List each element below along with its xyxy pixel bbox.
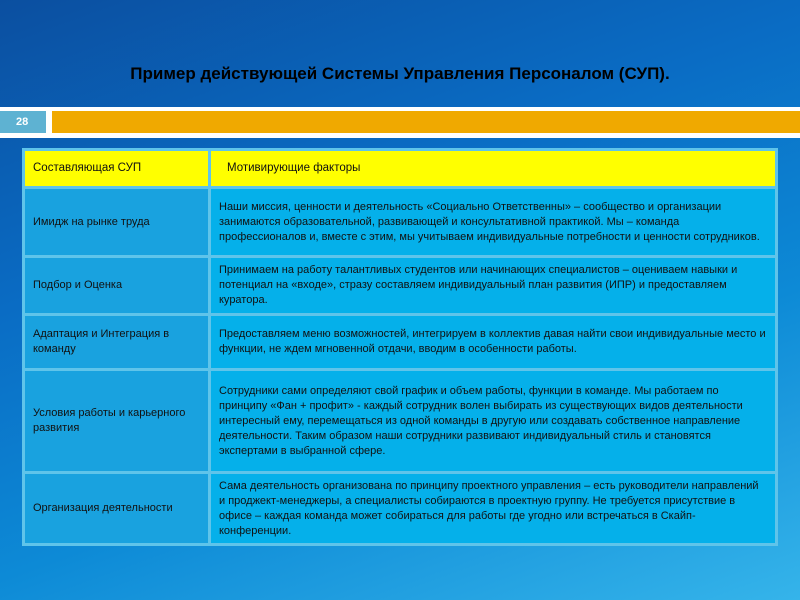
slide-title: Пример действующей Системы Управления Персоналом (СУП).	[130, 64, 670, 83]
slide-number: 28	[0, 111, 46, 133]
table-row	[24, 315, 777, 370]
row-factors: Сотрудники сами определяют свой график и объем работы, функции в команде. Мы работаем по принципу «Фан + профит» - каждый сотрудник волен выбирать из существующих видов деятельности интересный ему, перемещаться из одной команды в другую или создавать собственное направление деятельности. Таким образом наши сотрудники развивают индивидуальный стиль и становятся экспертами в выбранной сфере.	[210, 370, 777, 473]
row-component: Подбор и Оценка	[24, 257, 210, 315]
row-factors: Наши миссия, ценности и деятельность «Социально Ответственны» – сообщество и организации занимаются образовательной, развивающей и консультативной практикой. Мы – команда профессионалов и, вместе с этим, мы учитываем индивидуальные потребности и ценности сотрудников.	[210, 188, 777, 257]
header-component: Составляющая СУП	[24, 150, 210, 188]
table-row	[24, 257, 777, 315]
header-factors: Мотивирующие факторы	[210, 150, 777, 188]
row-factors: Принимаем на работу талантливых студентов или начинающих специалистов – оцениваем навыки и потенциал на «входе», стразу составляем индивидуальный план развития (ИПР) и предоставляем куратора.	[210, 257, 777, 315]
hr-system-table	[22, 148, 778, 546]
table-row	[24, 188, 777, 257]
row-component: Имидж на рынке труда	[24, 188, 210, 257]
accent-bar	[52, 111, 800, 133]
table-header-row	[24, 150, 777, 188]
row-component: Организация деятельности	[24, 473, 210, 545]
table-row	[24, 370, 777, 473]
row-factors: Сама деятельность организована по принципу проектного управления – есть руководители направлений и проджект-менеджеры, а специалисты собираются в проектную группу. Не требуется присутствие в офисе – каждая команда может собираться для работы где угодно или встречаться в Скайп-конференции.	[210, 473, 777, 545]
row-component: Условия работы и карьерного развития	[24, 370, 210, 473]
row-factors: Предоставляем меню возможностей, интегрируем в коллектив давая найти свои индивидуальные место и функции, не ждем мгновенной отдачи, вводим в особенности работы.	[210, 315, 777, 370]
table-row	[24, 473, 777, 545]
row-component: Адаптация и Интеграция в команду	[24, 315, 210, 370]
